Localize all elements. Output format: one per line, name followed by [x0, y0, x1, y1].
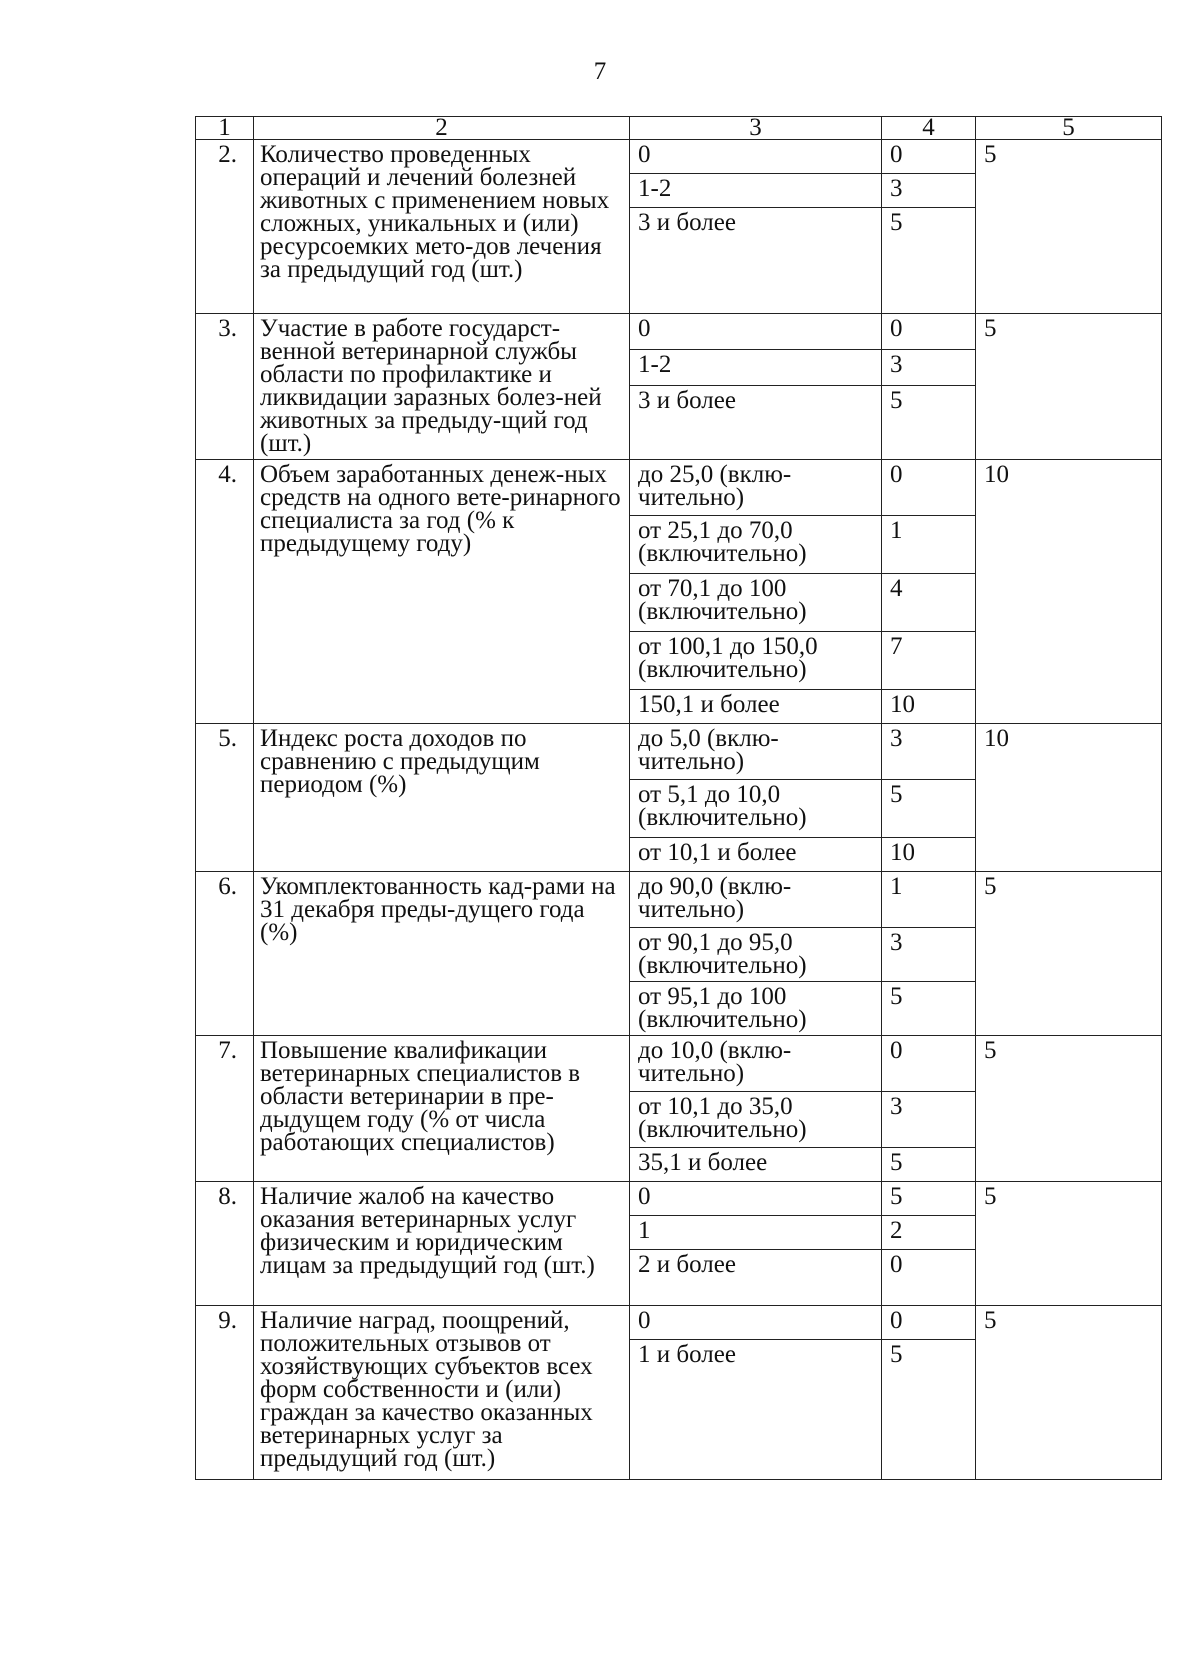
option-score: 5 [882, 780, 976, 838]
row-number: 4. [196, 460, 254, 724]
option-score: 3 [882, 928, 976, 982]
option-value: от 70,1 до 100 (включительно) [630, 574, 882, 632]
option-score: 3 [882, 349, 976, 385]
option-value: 150,1 и более [630, 690, 882, 724]
criterion-name: Участие в работе государст-венной ветеринарной службы области по профилактике и ликвидации заразных болез-ней животных за предыду-щий год (шт.) [254, 314, 630, 460]
option-value: до 10,0 (вклю-чительно) [630, 1036, 882, 1092]
option-score: 2 [882, 1216, 976, 1250]
option-score: 3 [882, 724, 976, 780]
option-score: 1 [882, 516, 976, 574]
option-value: 3 и более [630, 385, 882, 459]
criterion-name: Повышение квалификации ветеринарных специалистов в области ветеринарии в пре-дыдущем году (% от числа работающих специалистов) [254, 1036, 630, 1182]
row-number: 8. [196, 1182, 254, 1306]
option-value: 0 [630, 140, 882, 174]
table-row [196, 140, 1162, 174]
max-score: 5 [976, 1036, 1162, 1182]
option-value: 1-2 [630, 174, 882, 208]
option-score: 4 [882, 574, 976, 632]
header-cell: 2 [254, 117, 630, 140]
option-value: 0 [630, 314, 882, 350]
option-score: 5 [882, 1340, 976, 1480]
option-score: 7 [882, 632, 976, 690]
option-score: 0 [882, 460, 976, 516]
table-row [196, 724, 1162, 780]
page-number: 7 [593, 58, 607, 85]
header-cell: 5 [976, 117, 1162, 140]
table-row [196, 1306, 1162, 1340]
option-score: 5 [882, 1148, 976, 1182]
criterion-name: Наличие наград, поощрений, положительных отзывов от хозяйствующих субъектов всех форм собственности и (или) граждан за качество оказанных ветеринарных услуг за предыдущий год (шт.) [254, 1306, 630, 1480]
table-row [196, 1182, 1162, 1216]
option-score: 5 [882, 982, 976, 1036]
option-score: 0 [882, 314, 976, 350]
row-number: 2. [196, 140, 254, 314]
max-score: 5 [976, 140, 1162, 314]
max-score: 10 [976, 460, 1162, 724]
option-score: 0 [882, 1036, 976, 1092]
option-score: 0 [882, 1306, 976, 1340]
row-number: 6. [196, 872, 254, 1036]
criterion-name: Количество проведенных операций и лечений болезней животных с применением новых сложных, уникальных и (или) ресурсоемких мето-дов лечения за предыдущий год (шт.) [254, 140, 630, 314]
option-score: 0 [882, 1250, 976, 1306]
max-score: 10 [976, 724, 1162, 872]
option-score: 3 [882, 1092, 976, 1148]
option-value: 1-2 [630, 349, 882, 385]
criterion-name: Объем заработанных денеж-ных средств на одного вете-ринарного специалиста за год (% к предыдущему году) [254, 460, 630, 724]
max-score: 5 [976, 1182, 1162, 1306]
option-score: 0 [882, 140, 976, 174]
criterion-name: Индекс роста доходов по сравнению с предыдущим периодом (%) [254, 724, 630, 872]
option-value: от 10,1 до 35,0 (включительно) [630, 1092, 882, 1148]
option-value: до 5,0 (вклю-чительно) [630, 724, 882, 780]
option-value: 1 [630, 1216, 882, 1250]
max-score: 5 [976, 1306, 1162, 1480]
option-value: от 25,1 до 70,0 (включительно) [630, 516, 882, 574]
option-score: 5 [882, 208, 976, 314]
option-value: от 90,1 до 95,0 (включительно) [630, 928, 882, 982]
header-cell: 3 [630, 117, 882, 140]
header-cell: 1 [196, 117, 254, 140]
table-row [196, 1036, 1162, 1092]
option-score: 10 [882, 690, 976, 724]
criterion-name: Наличие жалоб на качество оказания ветеринарных услуг физическим и юридическим лицам за предыдущий год (шт.) [254, 1182, 630, 1306]
option-score: 5 [882, 1182, 976, 1216]
option-value: 1 и более [630, 1340, 882, 1480]
table-row [196, 460, 1162, 516]
option-value: 2 и более [630, 1250, 882, 1306]
header-cell: 4 [882, 117, 976, 140]
row-number: 3. [196, 314, 254, 460]
criterion-name: Укомплектованность кад-рами на 31 декабря преды-дущего года (%) [254, 872, 630, 1036]
max-score: 5 [976, 872, 1162, 1036]
option-score: 5 [882, 385, 976, 459]
max-score: 5 [976, 314, 1162, 460]
row-number: 5. [196, 724, 254, 872]
row-number: 9. [196, 1306, 254, 1480]
option-score: 3 [882, 174, 976, 208]
option-value: от 5,1 до 10,0 (включительно) [630, 780, 882, 838]
table-row [196, 872, 1162, 928]
table-row [196, 314, 1162, 350]
option-value: от 10,1 и более [630, 838, 882, 872]
option-value: до 90,0 (вклю-чительно) [630, 872, 882, 928]
row-number: 7. [196, 1036, 254, 1182]
criteria-table [195, 116, 1162, 1480]
option-score: 1 [882, 872, 976, 928]
option-value: до 25,0 (вклю-чительно) [630, 460, 882, 516]
option-value: от 95,1 до 100 (включительно) [630, 982, 882, 1036]
option-value: 35,1 и более [630, 1148, 882, 1182]
option-score: 10 [882, 838, 976, 872]
option-value: 0 [630, 1182, 882, 1216]
option-value: от 100,1 до 150,0 (включительно) [630, 632, 882, 690]
option-value: 0 [630, 1306, 882, 1340]
option-value: 3 и более [630, 208, 882, 314]
table-header-row [196, 117, 1162, 140]
